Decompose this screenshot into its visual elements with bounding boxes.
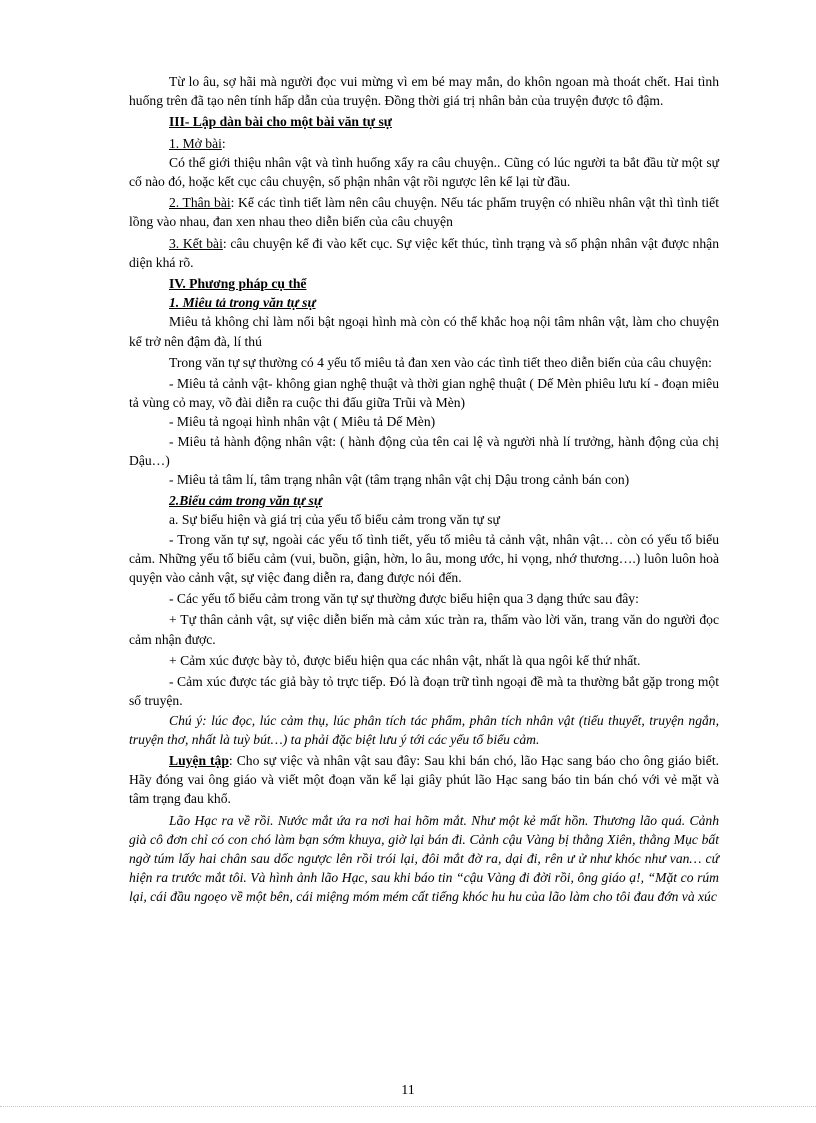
paragraph-description-2: Trong văn tự sự thường có 4 yếu tố miêu tả đan xen vào các tình tiết theo diễn biến của câu chuyện:	[169, 354, 712, 370]
exercise-text: : Cho sự việc và nhân vật sau đây: Sau khi bán chó, lão Hạc sang báo cho ông giáo biết. Hãy đóng vai ông giáo và viết một đoạn văn kể lại giây phút lão Hạc sang báo tin bán chó với vẻ mặt và tâm trạng đau khổ.	[129, 752, 719, 807]
list-item: + Tự thân cảnh vật, sự việc diễn biến mà cảm xúc tràn ra, thấm vào lời văn, trang văn do người đọc cảm nhận được.	[129, 612, 719, 647]
list-item: - Trong văn tự sự, ngoài các yếu tố tình tiết, yếu tố miêu tả cảnh vật, nhân vật… còn có yếu tố biểu cảm. Những yếu tố biểu cảm (vui, buồn, giận, hờn, lo âu, mong ước, hi vọng, nhớ thương….) luôn luôn hoà quyện vào cảnh vật, sự việc đang diễn ra, đang được nói đến.	[129, 531, 719, 586]
heading-section-4-text: IV. Phương pháp cụ thể	[169, 276, 307, 292]
heading-section-3-text: III- Lập dàn bài cho một bài văn tự sự	[169, 114, 392, 130]
page-number: 11	[401, 1083, 415, 1098]
list-item: - Miêu tả hành động nhân vật: ( hành động của tên cai lệ và người nhà lí trưởng, hành động của chị Dậu…)	[129, 433, 719, 468]
paragraph-description-1: Miêu tả không chỉ làm nổi bật ngoại hình mà còn có thể khắc hoạ nội tâm nhân vật, làm cho chuyện kể trở nên đậm đà, lí thú	[129, 314, 719, 349]
body-part-label: 2. Thân bài	[169, 195, 231, 211]
list-item: - Miêu tả cảnh vật- không gian nghệ thuật và thời gian nghệ thuật ( Dế Mèn phiêu lưu kí - đoạn miêu tả vùng cỏ may, võ đài diễn ra cuộc thi đấu giữa Trũi và Mèn)	[129, 376, 719, 411]
document-body	[129, 72, 719, 907]
subheading-expression-text: 2.Biểu cảm trong văn tự sự	[169, 493, 322, 509]
paragraph-body-part	[129, 193, 719, 231]
subheading-description	[129, 293, 719, 312]
footer-divider	[0, 1106, 816, 1107]
body-part-text: : Kể các tình tiết làm nên câu chuyện. Nếu tác phẩm truyện có nhiều nhân vật thì tình tiết lồng vào nhau, đan xen nhau theo diễn biến của câu chuyện	[129, 195, 719, 230]
conclusion-label: 3. Kết bài	[169, 235, 223, 251]
list-item: - Cảm xúc được tác giả bày tỏ trực tiếp. Đó là đoạn trữ tình ngoại đề mà ta thường bắt gặp trong một số truyện.	[129, 674, 719, 709]
paragraph-exercise	[129, 751, 719, 809]
heading-section-3	[129, 112, 719, 131]
subheading-description-text: 1. Miêu tả trong văn tự sự	[169, 295, 316, 311]
note-paragraph: Chú ý: lúc đọc, lúc cảm thụ, lúc phân tích tác phẩm, phân tích nhân vật (tiểu thuyết, truyện ngắn, truyện thơ, nhất là tuỳ bút…) ta phải đặc biệt lưu ý tới các yếu tố biểu cảm.	[129, 712, 719, 747]
paragraph-opening: Có thể giới thiệu nhân vật và tình huống xẩy ra câu chuyện.. Cũng có lúc người ta bắt đầu từ một sự cố nào đó, hoặc kết cục câu chuyện, số phận nhân vật rồi ngược lên kể lại từ đầu.	[129, 154, 719, 190]
list-item: + Cảm xúc được bày tỏ, được biểu hiện qua các nhân vật, nhất là qua ngôi kể thứ nhất.	[169, 652, 641, 668]
exercise-label: Luyện tập	[169, 752, 229, 768]
subheading-expression	[129, 491, 719, 510]
opening-label-line: 1. Mở bài:	[169, 135, 226, 151]
conclusion-text: : câu chuyện kể đi vào kết cục. Sự việc kết thúc, tình trạng và số phận nhân vật được nhận diện khá rõ.	[129, 235, 719, 270]
paragraph-essay: Lão Hạc ra về rồi. Nước mắt ứa ra nơi hai hõm mắt. Như một kẻ mất hồn. Thương lão quá. Cảnh già cô đơn chỉ có con chó làm bạn sớm khuya, giờ lại bán đi. Cảnh cậu Vàng bị thằng Xiên, thằng Mục bất ngờ túm lấy hai chân sau dốc ngược lên rồi trói lại, đôi mắt đờ ra, dại đi, rên ư ử như khóc như van… cứ hiện ra trước mắt tôi. Và hình ảnh lão Hạc, sau khi báo tin “cậu Vàng đi đời rồi, ông giáo ạ!, “Mặt co rúm lại, cái đầu ngoẹo về một bên, cái miệng móm mém cất tiếng khóc hu hu của lão làm cho tôi đau đớn và xúc	[129, 812, 719, 905]
list-item: - Miêu tả tâm lí, tâm trạng nhân vật (tâm trạng nhân vật chị Dậu trong cảnh bán con)	[169, 472, 630, 488]
paragraph-expression-a: a. Sự biểu hiện và giá trị của yếu tố biểu cảm trong văn tự sự	[169, 512, 500, 528]
list-item: - Các yếu tố biểu cảm trong văn tự sự thường được biểu hiện qua 3 dạng thức sau đây:	[169, 591, 639, 607]
heading-section-4	[129, 274, 719, 293]
paragraph-intro: Từ lo âu, sợ hãi mà người đọc vui mừng vì em bé may mắn, do khôn ngoan mà thoát chết. Hai tình huống trên đã tạo nên tính hấp dẫn của truyện. Đồng thời giá trị nhân bản của truyện được tô đậm.	[129, 74, 719, 109]
list-item: - Miêu tả ngoại hình nhân vật ( Miêu tả Dế Mèn)	[169, 414, 436, 430]
paragraph-conclusion	[129, 234, 719, 272]
opening-label: 1. Mở bài	[169, 135, 222, 151]
